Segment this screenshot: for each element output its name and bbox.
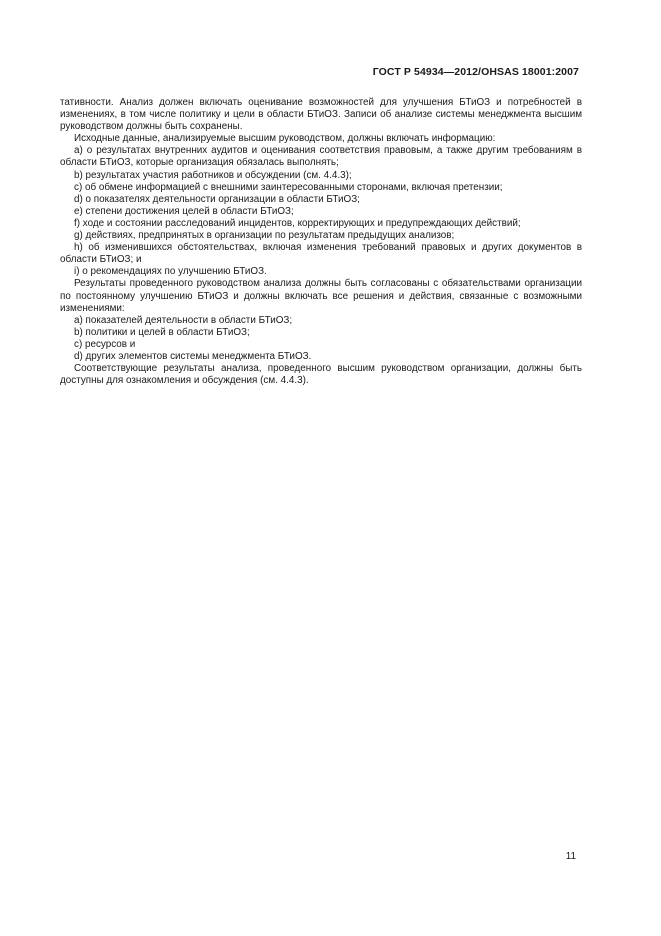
list-item-i-recommendations: i) о рекомендациях по улучшению БТиОЗ.	[74, 266, 267, 278]
paragraph-continuation: тативности. Анализ должен включать оценивание возможностей для улучшения БТиОЗ и потребностей в изменениях, в том числе политику и цели в области БТиОЗ. Записи об анализе системы менеджмента высшим руководством должны быть сохранены.	[60, 97, 582, 133]
list-item-f-investigations: f) ходе и состоянии расследований инцидентов, корректирующих и предупреждающих действий;	[74, 217, 521, 229]
page-number: 11	[565, 851, 576, 862]
list-item-a-audits: a) о результатах внутренних аудитов и оценивания соответствия правовым, а также другим требованиям в области БТиОЗ, которые организация обязалась выполнять;	[60, 145, 582, 169]
paragraph-availability: Соответствующие результаты анализа, проведенного высшим руководством организации, должны быть доступны для ознакомления и обсуждения (см. 4.4.3).	[60, 363, 582, 387]
list-item-b-policy: b) политики и целей в области БТиОЗ;	[74, 326, 250, 338]
document-body	[60, 97, 582, 387]
list-item-d-performance: d) о показателях деятельности организации в области БТиОЗ;	[74, 193, 360, 205]
list-item-c-resources: c) ресурсов и	[74, 338, 136, 350]
paragraph-inputs-intro: Исходные данные, анализируемые высшим руководством, должны включать информацию:	[74, 133, 496, 145]
list-item-c-communication: c) об обмене информацией с внешними заинтересованными сторонами, включая претензии;	[74, 181, 503, 193]
list-item-a-performance: a) показателей деятельности в области БТиОЗ;	[74, 314, 293, 326]
page-header-standard-code: ГОСТ Р 54934—2012/OHSAS 18001:2007	[372, 66, 579, 78]
list-item-h-circumstances: h) об изменившихся обстоятельствах, включая изменения требований правовых и других документов в области БТиОЗ; и	[60, 242, 582, 266]
list-item-e-objectives: e) степени достижения целей в области БТиОЗ;	[74, 205, 294, 217]
list-item-d-other-elements: d) других элементов системы менеджмента БТиОЗ.	[74, 350, 312, 362]
list-item-g-follow-up: g) действиях, предпринятых в организации по результатам предыдущих анализов;	[74, 230, 455, 242]
paragraph-outputs-intro: Результаты проведенного руководством анализа должны быть согласованы с обязательствами организации по постоянному улучшению БТиОЗ и должны включать все решения и действия, связанные с возможными изменениями:	[60, 278, 582, 314]
list-item-b-participation: b) результатах участия работников и обсуждении (см. 4.4.3);	[74, 169, 352, 181]
